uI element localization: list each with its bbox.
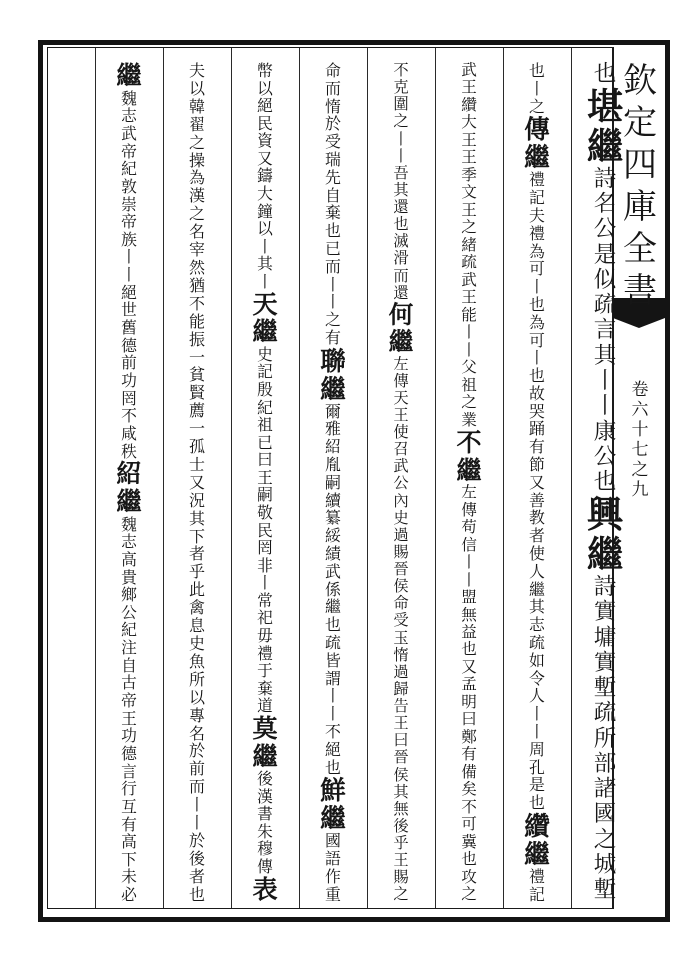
headword: 鮮 繼 bbox=[320, 775, 346, 834]
column-rule bbox=[231, 48, 232, 908]
commentary-text: 也 bbox=[529, 61, 545, 80]
commentary-text: 絕 世 舊 德 前 功 罔 不 咸 秩 bbox=[121, 282, 137, 461]
glyph: 七 bbox=[631, 440, 649, 460]
commentary-text: 繼 也 疏 皆 謂 丨 丨 不 絕 也 bbox=[325, 597, 341, 777]
headword: 莫 繼 bbox=[252, 712, 278, 771]
headword: 堪 繼 bbox=[586, 85, 624, 169]
commentary-text: 爾 雅 紹 胤 嗣 續 纂 綏 績 武 係 bbox=[325, 401, 341, 599]
commentary-text: 朱 穆 傳 bbox=[257, 821, 273, 877]
commentary-text: 明 曰 鄭 有 備 矣 不 可 冀 也 攻 之 bbox=[461, 692, 477, 904]
column-rule bbox=[163, 48, 164, 908]
commentary-text: 也 bbox=[593, 61, 617, 87]
commentary-text: 棄 也 已 而 丨 丨 之 有 bbox=[325, 203, 341, 347]
text-column bbox=[175, 62, 219, 904]
text-column bbox=[311, 62, 355, 904]
text-column bbox=[583, 62, 627, 904]
commentary-text: 命 而 惰 於 受 瑞 先 自 bbox=[325, 61, 341, 205]
column-rule bbox=[299, 48, 300, 908]
commentary-text: 況 其 下 者 乎 此 禽 息 史 魚 所 以 專 名 於 前 而 丨 丨 於 後 者 也 bbox=[189, 490, 205, 904]
headword: 不 繼 bbox=[456, 428, 482, 485]
commentary-text: 國 語 bbox=[325, 831, 341, 869]
text-column bbox=[447, 62, 491, 904]
commentary-text: 善 教 者 使 人 繼 其 志 疏 如 令 人 丨 丨 周 孔 是 也 bbox=[529, 490, 545, 813]
text-column bbox=[515, 62, 559, 904]
commentary-text: 不 克 圍 之 丨 丨 吾 bbox=[393, 61, 409, 182]
column-rule bbox=[571, 48, 572, 908]
glyph: 六 bbox=[631, 400, 649, 420]
text-column bbox=[379, 62, 423, 904]
column-rule bbox=[503, 48, 504, 908]
glyph: 卷 bbox=[631, 380, 649, 400]
headword: 興 繼 bbox=[586, 493, 624, 577]
glyph: 十 bbox=[631, 420, 649, 440]
commentary-text: 罔 非 丨 常 祀 毋 禮 于 棄 道 bbox=[257, 538, 273, 716]
commentary-text: 後 漢 書 bbox=[257, 769, 273, 824]
glyph: 書 bbox=[623, 271, 657, 311]
glyph: 欽 bbox=[623, 61, 657, 101]
commentary-text: 夫 以 韓 翟 之 操 為 漢 之 名 宰 然 猶 不 能 振 一 貧 賢 薦 一 孤 士 又 bbox=[189, 61, 205, 492]
commentary-text: 武 王 纘 大 王 王 季 文 王 之 緒 bbox=[461, 61, 477, 254]
commentary-text: 史 記 殷 紀 祖 已 曰 王 嗣 敬 民 bbox=[257, 344, 273, 540]
commentary-text: 作 重 bbox=[325, 866, 341, 904]
headword: 紹 繼 bbox=[116, 458, 142, 516]
commentary-text: 疏 武 王 能 丨 丨 父 祖 之 業 bbox=[461, 253, 477, 429]
commentary-text: 禮 記 bbox=[529, 866, 545, 904]
commentary-text: 其 丨 丨 康 公 也 bbox=[593, 342, 617, 496]
glyph: 九 bbox=[631, 480, 649, 500]
commentary-text: 左 傳 苟 信 丨 丨 盟 無 益 也 又 孟 bbox=[461, 483, 477, 694]
text-column bbox=[107, 62, 151, 904]
headword: 傳 繼 bbox=[524, 114, 550, 173]
commentary-text: 魏 志 武 帝 紀 敦 崇 帝 族 丨 丨 bbox=[121, 88, 137, 285]
headword: 何 繼 bbox=[388, 299, 414, 356]
headword: 繼 bbox=[116, 60, 142, 90]
commentary-text: 玉 惰 過 歸 告 王 曰 晉 侯 其 無 後 乎 王 賜 之 bbox=[393, 628, 409, 904]
column-rule bbox=[367, 48, 368, 908]
headword: 天 繼 bbox=[252, 288, 278, 347]
glyph: 庫 bbox=[623, 187, 657, 227]
column-rule bbox=[435, 48, 436, 908]
commentary-text: 左 傳 天 王 使 召 武 公 內 史 過 賜 晉 侯 命 受 bbox=[393, 354, 409, 630]
commentary-text: 禮 記 夫 禮 為 可 丨 也 為 可 丨 也 故 哭 踊 有 節 又 bbox=[529, 170, 545, 492]
commentary-text: 詩 名 公 是 似 疏 言 bbox=[593, 165, 617, 344]
commentary-text: 幣 以 絕 民 資 又 鑄 bbox=[257, 61, 273, 186]
headword: 聯 繼 bbox=[320, 345, 346, 404]
glyph: 全 bbox=[623, 229, 657, 269]
glyph: 定 bbox=[623, 103, 657, 143]
glyph: 四 bbox=[623, 145, 657, 185]
commentary-text: 其 還 也 滅 滑 而 還 bbox=[393, 180, 409, 302]
headword: 纘 繼 bbox=[524, 811, 550, 869]
headword: 表 bbox=[252, 873, 278, 904]
commentary-text: 大 鐘 以 丨 其 丨 bbox=[257, 184, 273, 291]
commentary-text: 魏 志 高 貴 鄉 公 紀 注 自 古 帝 bbox=[121, 514, 137, 711]
commentary-text: 詩 實 墉 實 塹 疏 所 部 諸 國 之 城 塹 bbox=[593, 573, 617, 904]
commentary-text: 王 功 德 言 行 互 有 高 下 未 必 bbox=[121, 708, 137, 905]
commentary-text: 丨 之 bbox=[529, 78, 545, 116]
text-column bbox=[243, 62, 287, 903]
column-rule bbox=[95, 48, 96, 908]
glyph: 之 bbox=[631, 460, 649, 480]
